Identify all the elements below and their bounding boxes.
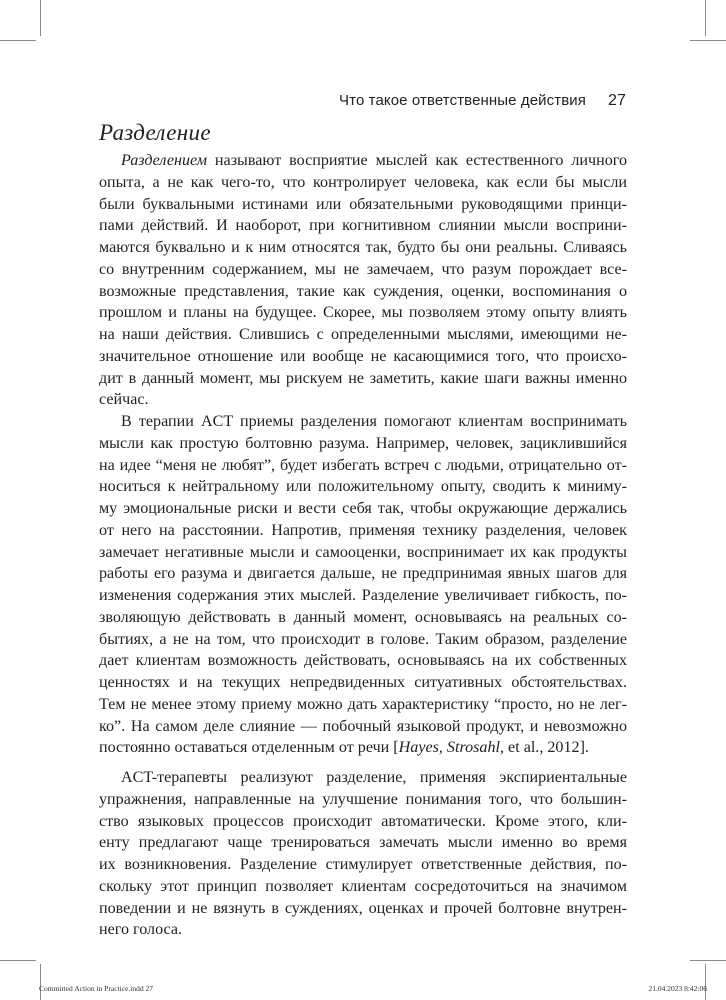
text-line: ценностях и на текущих непредвиденных ситуативных обстоятельствах. (99, 674, 627, 691)
crop-mark-bottom-right-v (705, 964, 706, 1000)
text-line: изменения содержания этих мыслей. Разделение увеличивает гибкость, по- (99, 587, 627, 604)
emphasis: Разделением (121, 152, 208, 169)
text-line (99, 150, 627, 172)
text-line: их возникновения. Разделение стимулирует ответственные действия, по- (99, 856, 627, 873)
file-info: Committed Action in Practice.indd 27 (39, 984, 153, 993)
text-line: прошлом и планы на будущее. Скорее, мы позволяем этому опыту влиять (99, 304, 627, 322)
text-line: на наши действия. Слившись с определенными мыслями, имеющими не- (99, 326, 627, 343)
section-title: Разделение (99, 120, 211, 145)
crop-mark-bottom-left-h (0, 960, 36, 961)
paragraph (99, 411, 627, 759)
text-line: замечает негативные мысли и самооценки, воспринимает их как продукты (99, 543, 627, 561)
paragraph (99, 767, 627, 941)
text-line: зволяющую действовать в данный момент, основываясь на реальных со- (99, 608, 627, 626)
text-line: опыта, а не как чего-то, что контролирует человека, как если бы мысли (99, 173, 627, 191)
paragraph (99, 150, 627, 411)
text-line: упражнения, направленные на улучшение понимания того, что большин- (99, 790, 627, 808)
crop-mark-top-right-h (690, 40, 726, 41)
text-line: пами действий. И наоборот, при когнитивном слиянии мысли восприни- (99, 217, 627, 235)
text-segment: называют восприятие мыслей как естественного личного (207, 152, 627, 169)
text-line: сейчас. (99, 391, 149, 409)
text-segment: et al., 2012]. (504, 739, 589, 757)
text-line: му эмоциональные риски и вести себя так, чтобы окружающие держались (99, 500, 627, 517)
page-number: 27 (608, 92, 626, 109)
text-line: ACT-терапевты реализуют разделение, применяя экспириентальные (121, 769, 627, 786)
text-line: маются буквально и к ним относятся так, будто бы они реальны. Сливаясь (99, 239, 627, 256)
text-line: Тем не менее этому приему можно дать характеристику “просто, но не лег- (99, 695, 627, 713)
text-line: были буквальными истинами или обязательными руководящими принци- (99, 195, 627, 213)
text-line: бытиях, а не на том, что происходит в голове. Таким образом, разделение (99, 630, 627, 648)
crop-mark-top-right-v (705, 0, 706, 36)
print-timestamp: 21.04.2023 8:42:06 (648, 984, 707, 993)
text-line: от него на расстоянии. Напротив, применяя технику разделения, человек (99, 521, 627, 539)
text-line: на идее “меня не любят”, будет избегать встреч с людьми, отрицательно от- (99, 456, 627, 474)
text-line: скольку этот принцип позволяет клиентам сосредоточиться на значимом (99, 877, 627, 895)
text-line: дает клиентам возможность действовать, основываясь на их собственных (99, 652, 627, 670)
text-line: ко”. На самом деле слияние — побочный языковой продукт, и невозможно (99, 717, 627, 735)
text-line: поведении и не вязнуть в суждениях, оценках и прочей болтовне внутрен- (99, 899, 627, 917)
text-line: носиться к нейтральному или положительному опыту, сводить к миниму- (99, 478, 627, 496)
text-line: дит в данный момент, мы рискуем не заметить, какие шаги важны именно (99, 369, 627, 387)
text-line: енту предлагают чаще тренироваться замечать мысли именно во время (99, 834, 627, 852)
text-line: мысли как простую болтовню разума. Например, человек, зациклившийся (99, 434, 627, 452)
text-line: значительное отношение или вообще не касающимися того, что происхо- (99, 347, 627, 365)
text-line: ство языковых процессов происходит автоматически. Кроме этого, кли- (99, 812, 627, 830)
crop-mark-bottom-right-h (690, 960, 726, 961)
text-segment: постоянно оставаться отделенным от речи [ (99, 739, 399, 757)
text-line: В терапии ACT приемы разделения помогают клиентам воспринимать (121, 413, 627, 430)
chapter-title: Что такое ответственные действия (339, 92, 586, 109)
text-line: работы его разума и двигается дальше, не предпринимая явных шагов для (99, 565, 627, 583)
emphasis: Hayes, Strosahl, (398, 739, 505, 757)
crop-mark-top-left-v (40, 0, 41, 36)
crop-mark-top-left-h (0, 40, 36, 41)
body-text (99, 150, 627, 941)
crop-mark-bottom-left-v (40, 964, 41, 1000)
text-line: него голоса. (99, 921, 183, 939)
text-line (99, 737, 627, 759)
running-header (339, 92, 626, 110)
text-line: со внутренним содержанием, мы не замечаем, что разум порождает все- (99, 260, 627, 278)
text-line: возможные представления, такие как суждения, оценки, воспоминания о (99, 282, 627, 300)
